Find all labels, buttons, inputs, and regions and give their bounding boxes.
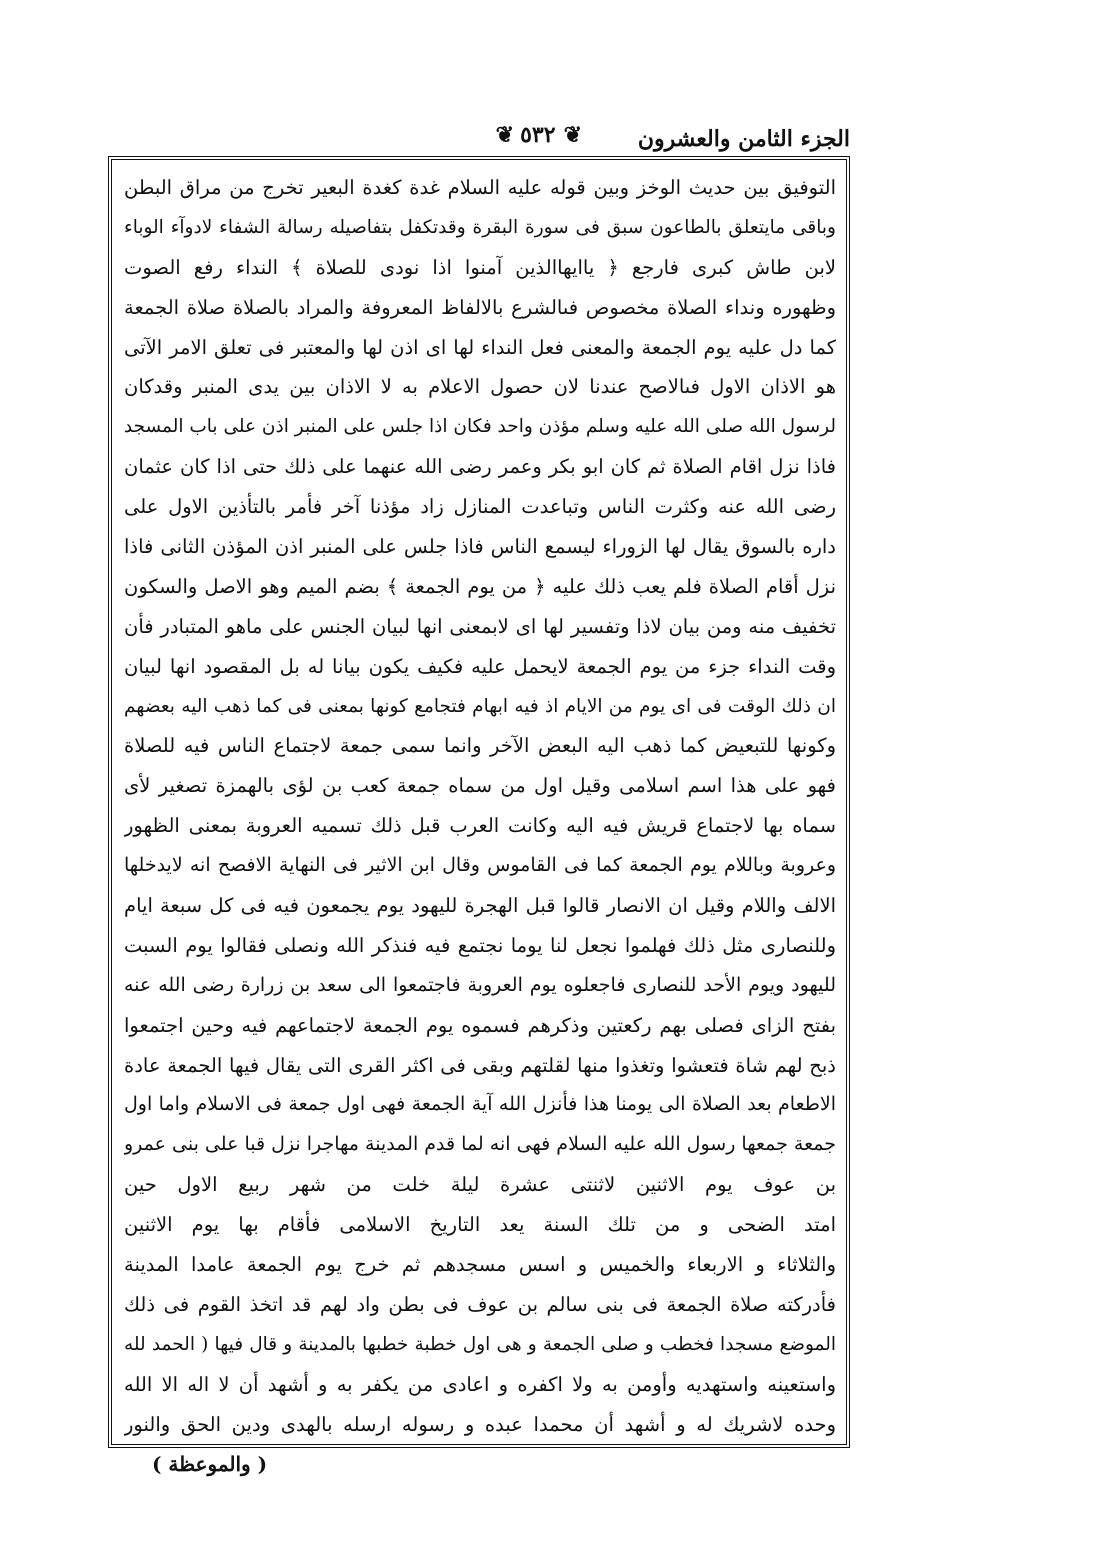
- text-line: فهو على هذا اسم اسلامى وقيل اول من سماه جمعة كعب بن لؤى بالهمزة تصغير لأى: [124, 774, 836, 798]
- text-line: ان ذلك الوقت فى اى يوم من الايام اذ فيه ابهام فتجامع كونها بمعنى فى كما ذهب اليه بعضهم: [124, 695, 836, 717]
- text-line: نزل أقام الصلاة فلم يعب ذلك عليه ﴿ من يوم الجمعة ﴾ بضم الميم وهو الاصل والسكون: [124, 574, 836, 598]
- ornament-left-icon: ❦: [495, 122, 513, 148]
- text-line: الموضع مسجدا فخطب و صلى الجمعة و هى اول خطبة خطبها بالمدينة و قال فيها ( الحمد لله: [124, 1333, 836, 1355]
- text-line: هو الاذان الاول فىالاصح عندنا لان حصول الاعلام به لا الاذان بين يدى المنبر وقدكان: [124, 375, 836, 399]
- text-line: بفتح الزاى فصلى بهم ركعتين وذكرهم فسموه يوم الجمعة لاجتماعهم فيه وحين اجتمعوا: [124, 1013, 836, 1037]
- page-number-group: [496, 122, 580, 148]
- text-line: وباقى مايتعلق بالطاعون سبق فى سورة البقرة وقدتكفل بتفاصيله رسالة الشفاء لادوآء الوباء: [124, 216, 836, 238]
- text-line: الالف واللام وقيل ان الانصار قالوا قبل الهجرة لليهود يوم يجمعون فيه فى كل سبعة ايام: [124, 894, 836, 918]
- text-line: امتد الضحى و من تلك السنة يعد التاريخ الاسلامى فأقام بها يوم الاثنين: [124, 1213, 836, 1237]
- text-line: وعروبة وباللام يوم الجمعة كما فى القاموس وقال ابن الاثير فى النهاية الافصح انه لايدخلها: [124, 854, 836, 877]
- text-frame: [108, 156, 850, 1448]
- catchword: ( والموعظة ): [152, 1452, 268, 1476]
- text-line: بن عوف يوم الاثنين لاثنتى عشرة ليلة خلت من شهر ربيع الاول حين: [124, 1173, 836, 1197]
- text-line: سماه بها لاجتماع قريش فيه اليه وكانت العرب قبل ذلك تسميه العروبة بمعنى الظهور: [124, 814, 836, 838]
- text-line: كما دل عليه يوم الجمعة والمعنى فعل النداء لها اى اذن لها والمعتبر فى تعلق الامر الآتى: [124, 335, 836, 359]
- text-line: وكونها للتبعيض كما ذهب اليه البعض الآخر وانما سمى جمعة لاجتماع الناس فيه للصلاة: [124, 734, 836, 758]
- text-line: ذبح لهم شاة فتعشوا وتغذوا منها لقلتهم وبقى فى اكثر القرى التى يقال فيها الجمعة عادة: [124, 1053, 836, 1077]
- text-line: التوفيق بين حديث الوخز وبين قوله عليه السلام غدة كغدة البعير تخرج من مراق البطن: [124, 176, 836, 199]
- text-line: داره بالسوق يقال لها الزوراء ليسمع الناس فاذا جلس على المنبر اذن المؤذن الثانى فاذا: [124, 535, 836, 559]
- body-text: [124, 168, 836, 1438]
- text-line: لابن طاش كبرى فارجع ﴿ ياايهاالذين آمنوا اذا نودى للصلاة ﴾ النداء رفع الصوت: [124, 255, 836, 279]
- part-title: الجزء الثامن والعشرون: [637, 126, 850, 152]
- text-line: لليهود ويوم الأحد للنصارى فاجعلوه يوم العروبة فاجتمعوا الى سعد بن زرارة رضى الله عنه: [124, 973, 836, 996]
- text-line: وقت النداء جزء من يوم الجمعة لايحمل عليه فكيف يكون بيانا له بل المقصود انها لبيان: [124, 654, 836, 678]
- text-line: واستعينه واستهديه وأومن به ولا اكفره و اعادى من يكفر به و أشهد أن لا اله الا الله: [124, 1372, 836, 1396]
- text-line: لرسول الله صلى الله عليه وسلم مؤذن واحد فكان اذا جلس على المنبر اذن على باب المسجد: [124, 416, 836, 438]
- text-line: فاذا نزل اقام الصلاة ثم كان ابو بكر وعمر رضى الله عنهما على ذلك حتى اذا كان عثمان: [124, 455, 836, 479]
- text-line: رضى الله عنه وكثرت الناس وتباعدت المنازل زاد مؤذنا آخر فأمر بالتأذين الاول على: [124, 495, 836, 519]
- text-line: وحده لاشريك له و أشهد أن محمدا عبده و رسوله ارسله بالهدى ودين الحق والنور: [124, 1412, 836, 1436]
- page-number: ٥٣٢: [520, 122, 556, 148]
- text-line: وللنصارى مثل ذلك فهلموا نجعل لنا يوما نجتمع فيه فنذكر الله ونصلى فقالوا يوم السبت: [124, 933, 836, 957]
- text-line: فأدركته صلاة الجمعة فى بنى سالم بن عوف فى بطن واد لهم قد اتخذ القوم فى ذلك: [124, 1292, 836, 1316]
- text-line: الاطعام بعد الصلاة الى يومنا هذا فأنزل الله آية الجمعة فهى اول جمعة فى الاسلام واما اول: [124, 1093, 836, 1116]
- ornament-right-icon: ❦: [563, 122, 580, 148]
- text-line: تخفيف منه ومن بيان لاذا وتفسير لها اى لابمعنى انها لبيان الجنس على ماهو المتبادر فأن: [124, 614, 836, 638]
- text-line: والثلاثاء و الاربعاء والخميس و اسس مسجدهم ثم خرج يوم الجمعة عامدا المدينة: [124, 1253, 836, 1277]
- text-line: وظهوره ونداء الصلاة مخصوص فىالشرع بالالفاظ المعروفة والمراد بالصلاة صلاة الجمعة: [124, 295, 836, 319]
- text-line: جمعة جمعها رسول الله عليه السلام فهى انه لما قدم المدينة مهاجرا نزل قبا على بنى عمرو: [124, 1133, 836, 1156]
